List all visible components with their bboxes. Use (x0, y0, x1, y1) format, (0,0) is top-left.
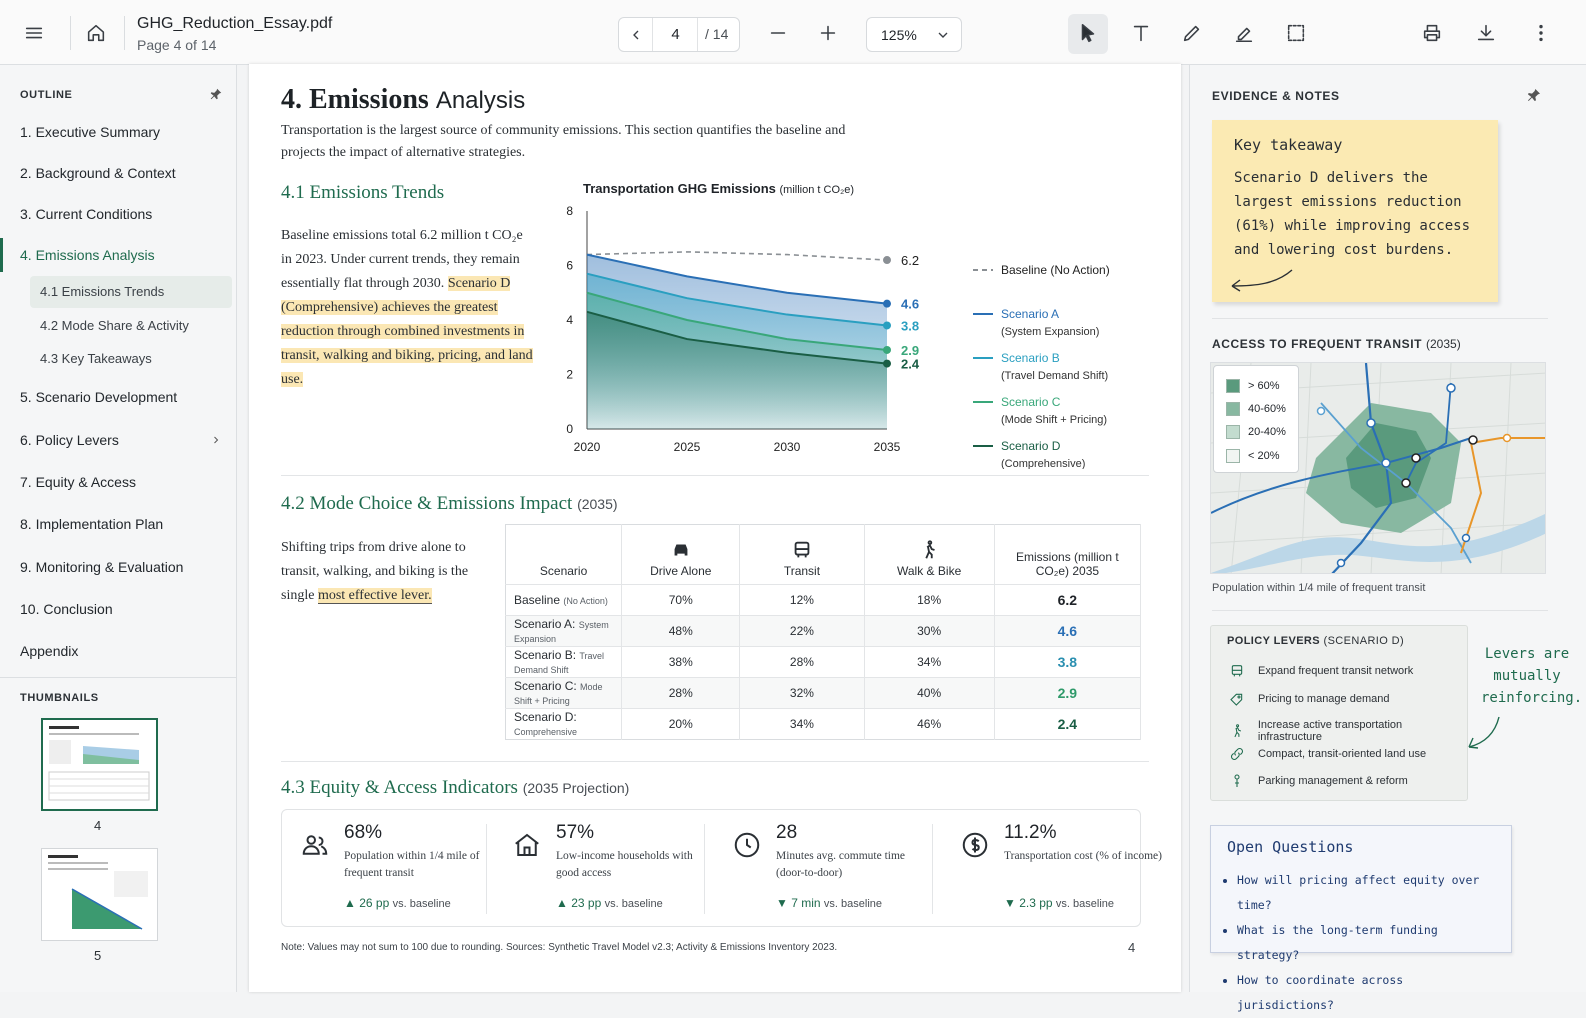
parking-icon (1229, 773, 1245, 789)
thumbnail-page-4[interactable] (41, 718, 158, 811)
walk-header-label: Walk & Bike (897, 564, 962, 578)
legend-swatch (1226, 425, 1240, 439)
paragraph-text: Baseline emissions total 6.2 million t CO₂e in 2023. Under current trends, they remain essentially flat through 2030. (281, 228, 523, 291)
change-value: ▲ 23 pp (556, 896, 602, 910)
outline-item-implementation[interactable]: 8. Implementation Plan (20, 516, 164, 532)
table-row (506, 585, 1141, 616)
document-page (249, 64, 1181, 992)
levers-title (1227, 635, 1404, 647)
change-value: ▼ 7 min (776, 896, 821, 910)
questions-list (1237, 868, 1505, 1018)
legend-swatch (1226, 379, 1240, 393)
legend-label: < 20% (1248, 450, 1280, 462)
scenario-cell (506, 585, 622, 616)
series-end-label: 4.6 (901, 296, 920, 312)
scenario-name: Scenario A: (514, 617, 576, 631)
file-title: GHG_Reduction_Essay.pdf (137, 15, 333, 32)
scenario-name: Scenario C: (514, 679, 577, 693)
indicator-transport-cost (960, 822, 1170, 916)
walk-cell: 34% (864, 647, 994, 678)
question-item: • How to coordinate across jurisdictions? (1237, 968, 1505, 1018)
heading-number: 4. Emissions (281, 84, 429, 115)
clock-icon (732, 830, 764, 862)
legend-sublabel: (System Expansion) (1001, 326, 1100, 338)
drive-cell: 48% (622, 616, 740, 647)
x-tick-label: 2020 (573, 440, 601, 454)
column-header-scenario: Scenario (506, 525, 622, 585)
drive-cell: 38% (622, 647, 740, 678)
pin-icon[interactable] (1526, 87, 1542, 108)
em-cell: 2.9 (994, 678, 1140, 709)
table-row (506, 647, 1141, 678)
pen-icon[interactable] (1178, 19, 1206, 47)
thumbnail-label: 4 (94, 818, 102, 833)
scenario-subtitle: System Expansion (514, 620, 609, 644)
open-questions-title: Open Questions (1227, 838, 1354, 856)
toolbar (0, 0, 1586, 65)
prev-page-button[interactable] (619, 18, 653, 51)
menu-icon[interactable] (20, 19, 48, 47)
thumbnail-page-5[interactable] (41, 848, 158, 941)
change-baseline: vs. baseline (1055, 898, 1115, 910)
drive-cell: 70% (622, 585, 740, 616)
indicator-change (556, 896, 663, 910)
outline-item-executive-summary[interactable]: 1. Executive Summary (20, 124, 161, 140)
chart-title-unit: (million t CO₂e) (779, 184, 855, 196)
zoom-in-icon[interactable] (814, 19, 842, 47)
legend-label: 40-60% (1248, 403, 1286, 415)
page-indicator: Page 4 of 14 (137, 37, 217, 53)
scenario-subtitle: Comprehensive (514, 727, 578, 737)
page-number: 4 (1128, 940, 1136, 955)
lever-label: Parking management & reform (1258, 775, 1408, 787)
outline-item-emissions-analysis[interactable]: 4. Emissions Analysis (20, 247, 155, 263)
zoom-out-icon[interactable] (764, 19, 792, 47)
legend-swatch (1226, 402, 1240, 416)
legend-item (1226, 401, 1286, 417)
levers-title-text: POLICY LEVERS (1227, 635, 1321, 647)
question-item: • What is the long-term funding strategy? (1237, 918, 1505, 968)
outline-sidebar (0, 65, 237, 992)
indicator-transit-access (300, 822, 510, 916)
drive-cell: 20% (622, 709, 740, 740)
em-cell: 4.6 (994, 616, 1140, 647)
zoom-value: 125% (881, 27, 917, 43)
section-41-title: 4.1 Emissions Trends (281, 182, 445, 203)
lever-label: Increase active transportation infrastructure (1257, 719, 1403, 743)
paragraph-text: Shifting trips from drive alone to transit, walking, and biking is the single (281, 540, 469, 603)
change-baseline: vs. baseline (604, 898, 663, 910)
print-icon[interactable] (1418, 19, 1446, 47)
page-total: / 14 (705, 26, 729, 42)
series-line (587, 252, 887, 260)
mode-choice-table (505, 524, 1141, 740)
walk-icon (865, 539, 994, 564)
outline-item-policy-levers[interactable]: 6. Policy Levers (20, 432, 119, 448)
more-icon[interactable] (1527, 19, 1555, 47)
x-tick-label: 2035 (873, 440, 901, 454)
indicator-change (776, 896, 882, 910)
download-icon[interactable] (1472, 19, 1500, 47)
walk-icon (1229, 723, 1245, 739)
scenario-subtitle: Travel Demand Shift (514, 651, 605, 675)
series-end-point (883, 256, 891, 264)
indicator-commute-time (732, 822, 942, 916)
arrow-doodle (1226, 266, 1296, 292)
emissions-chart (549, 199, 1149, 469)
chevron-down-icon (935, 27, 951, 43)
indicators-panel (281, 809, 1162, 927)
section-42-paragraph (281, 536, 481, 608)
question-item: • How will pricing affect equity over time? (1237, 868, 1505, 918)
em-cell: 6.2 (994, 585, 1140, 616)
walk-cell: 46% (864, 709, 994, 740)
legend-sublabel: (Travel Demand Shift) (1001, 370, 1109, 382)
column-header-transit (740, 525, 864, 585)
legend-label: Scenario D (1001, 439, 1061, 453)
open-questions-note[interactable] (1210, 825, 1512, 1012)
map-year: (2035) (1426, 337, 1461, 351)
section-43-title-text: 4.3 Equity & Access Indicators (281, 777, 518, 798)
zoom-select[interactable] (866, 17, 962, 52)
map-caption: Population within 1/4 mile of frequent transit (1212, 582, 1426, 594)
indicator-label: Population within 1/4 mile of frequent transit (344, 850, 480, 879)
tag-icon (1229, 691, 1245, 707)
indicator-label: Low-income households with good access (556, 850, 693, 879)
outline-item-equity[interactable]: 7. Equity & Access (20, 474, 136, 490)
highlighter-icon[interactable] (1230, 19, 1258, 47)
legend-sublabel: (Mode Shift + Pricing) (1001, 414, 1108, 426)
legend-swatch (1226, 449, 1240, 463)
pin-icon[interactable] (209, 87, 223, 106)
legend-label: Baseline (No Action) (1001, 263, 1110, 277)
column-header-emissions: Emissions (million t CO₂e) 2035 (994, 525, 1140, 585)
page-navigator (618, 17, 740, 52)
legend-item (1226, 378, 1280, 394)
legend-label: Scenario B (1001, 351, 1060, 365)
area-select-icon[interactable] (1282, 19, 1310, 47)
bus-icon (1229, 663, 1245, 679)
table-row (506, 616, 1141, 647)
lever-item (1229, 746, 1426, 762)
em-cell: 3.8 (994, 647, 1140, 678)
scenario-subtitle: Mode Shift + Pricing (514, 682, 603, 706)
y-tick-label: 0 (566, 422, 573, 436)
scenario-subtitle: (No Action) (563, 596, 608, 606)
scenario-name: Scenario D: (514, 710, 577, 724)
series-end-label: 2.4 (901, 356, 920, 372)
legend-item (1226, 424, 1286, 440)
series-end-point (883, 360, 891, 368)
x-tick-label: 2025 (673, 440, 701, 454)
scenario-name: Scenario B: (514, 648, 577, 662)
notes-title: EVIDENCE & NOTES (1212, 89, 1340, 103)
note-title: Key takeaway (1234, 136, 1343, 154)
legend-item (1226, 448, 1280, 464)
indicator-value: 68% (344, 822, 383, 843)
page-number-input[interactable]: 4 (654, 18, 698, 51)
bus-icon (740, 539, 863, 564)
transit-cell: 34% (740, 709, 864, 740)
transit-access-map[interactable] (1210, 362, 1546, 574)
x-tick-label: 2030 (773, 440, 801, 454)
outline-subitem-mode-share[interactable]: 4.2 Mode Share & Activity (40, 318, 189, 333)
transit-cell: 22% (740, 616, 864, 647)
note-text: Scenario D delivers the largest emissions reduction (61%) while improving access and lowering cost burdens. (1234, 170, 1471, 258)
series-end-label: 3.8 (901, 318, 920, 334)
outline-item-appendix[interactable]: Appendix (20, 643, 79, 659)
series-end-label: 2.9 (901, 342, 920, 358)
legend-label: 20-40% (1248, 426, 1286, 438)
change-baseline: vs. baseline (392, 898, 451, 910)
key-takeaway-note[interactable] (1212, 120, 1498, 302)
transit-cell: 28% (740, 647, 864, 678)
lever-label: Expand frequent transit network (1258, 665, 1414, 677)
series-end-point (883, 321, 891, 329)
scenario-cell (506, 616, 622, 647)
section-43-title (281, 777, 629, 799)
lever-label: Pricing to manage demand (1258, 693, 1390, 705)
text-tool-icon[interactable] (1127, 19, 1155, 47)
thumbnail-label: 5 (94, 948, 102, 963)
indicator-change (344, 896, 451, 910)
indicator-change (1004, 896, 1114, 910)
arrow-doodle (1465, 715, 1505, 751)
series-end-point (883, 300, 891, 308)
scenario-name: Baseline (514, 593, 561, 607)
transit-cell: 32% (740, 678, 864, 709)
table-row (506, 709, 1141, 740)
legend-label: Scenario A (1001, 307, 1060, 321)
highlighted-text[interactable]: most effective lever. (317, 588, 432, 603)
section-42-title-text: 4.2 Mode Choice & Emissions Impact (281, 493, 573, 514)
outline-item-background[interactable]: 2. Background & Context (20, 165, 176, 181)
lever-item (1229, 773, 1408, 789)
outline-subitem-key-takeaways[interactable]: 4.3 Key Takeaways (40, 351, 152, 366)
link-icon (1229, 746, 1245, 762)
intro-paragraph: Transportation is the largest source of community emissions. This section quantifies the baseline and projects the impact of alternative strategies. (281, 123, 846, 160)
cursor-icon[interactable] (1074, 19, 1102, 47)
change-baseline: vs. baseline (823, 898, 882, 910)
policy-levers-card (1210, 625, 1468, 801)
thumbnails-title: THUMBNAILS (20, 692, 99, 704)
section-43-sub: (2035 Projection) (522, 780, 630, 796)
indicator-household-access (512, 822, 722, 916)
lever-label: Compact, transit-oriented land use (1258, 748, 1427, 760)
walk-cell: 40% (864, 678, 994, 709)
series-end-point (883, 346, 891, 354)
section-42-title (281, 493, 618, 515)
lever-item (1229, 719, 1467, 743)
lever-item (1229, 663, 1413, 679)
indicator-label: Transportation cost (% of income) (1004, 850, 1162, 862)
house-icon (512, 830, 544, 862)
drive-header-label: Drive Alone (650, 564, 712, 578)
chart-title-text: Transportation GHG Emissions (583, 181, 776, 196)
indicator-label: Minutes avg. commute time (door-to-door) (776, 850, 906, 879)
lever-item (1229, 691, 1389, 707)
footnote: Note: Values may not sum to 100 due to rounding. Sources: Synthetic Travel Model v2.3; Activity & Emissions Inventory 2023. (281, 942, 838, 953)
scenario-cell (506, 647, 622, 678)
y-tick-label: 4 (566, 313, 573, 327)
transit-cell: 12% (740, 585, 864, 616)
heading-word: Analysis (435, 87, 526, 114)
map-legend (1213, 365, 1299, 473)
indicator-value: 28 (776, 822, 798, 843)
notes-panel (1189, 65, 1586, 1012)
dollar-icon (960, 830, 992, 862)
highlighted-text[interactable]: Scenario D (Comprehensive) achieves the greatest reduction through combined investments in transit, walking and biking, pricing, and land use. (281, 276, 533, 387)
scenario-cell (506, 709, 622, 740)
map-title-text: ACCESS TO FREQUENT TRANSIT (1212, 337, 1423, 351)
y-tick-label: 2 (566, 367, 573, 382)
column-header-drive (622, 525, 740, 585)
indicator-value: 57% (556, 822, 595, 843)
map-title (1212, 337, 1461, 351)
levers-sub: (SCENARIO D) (1323, 635, 1405, 647)
legend-label: > 60% (1248, 380, 1280, 392)
chevron-right-icon[interactable] (210, 433, 222, 451)
table-row (506, 678, 1141, 709)
y-tick-label: 8 (566, 204, 573, 218)
transit-header-label: Transit (783, 564, 821, 578)
series-end-label: 6.2 (901, 253, 920, 269)
outline-item-current-conditions[interactable]: 3. Current Conditions (20, 206, 153, 222)
em-cell: 2.4 (994, 709, 1140, 740)
car-icon (622, 539, 739, 564)
change-value: ▼ 2.3 pp (1004, 896, 1053, 910)
drive-cell: 28% (622, 678, 740, 709)
chart-title (583, 181, 854, 196)
outline-title: OUTLINE (20, 89, 73, 101)
people-icon (300, 830, 332, 862)
column-header-walk (864, 525, 994, 585)
section-42-year: (2035) (577, 496, 618, 512)
change-value: ▲ 26 pp (344, 896, 390, 910)
y-tick-label: 6 (566, 258, 573, 273)
handwritten-note: Levers are mutually reinforcing. (1481, 646, 1583, 706)
outline-item-monitoring[interactable]: 9. Monitoring & Evaluation (20, 559, 184, 575)
outline-subitem-emissions-trends[interactable]: 4.1 Emissions Trends (40, 284, 165, 299)
scenario-cell (506, 678, 622, 709)
outline-item-scenario-development[interactable]: 5. Scenario Development (20, 389, 178, 405)
home-icon[interactable] (82, 19, 110, 47)
page-heading (281, 84, 525, 116)
section-41-paragraph (281, 224, 533, 392)
walk-cell: 30% (864, 616, 994, 647)
legend-label: Scenario C (1001, 395, 1061, 409)
outline-item-conclusion[interactable]: 10. Conclusion (20, 601, 113, 617)
walk-cell: 18% (864, 585, 994, 616)
indicator-value: 11.2% (1004, 822, 1057, 843)
legend-sublabel: (Comprehensive) (1001, 458, 1086, 469)
